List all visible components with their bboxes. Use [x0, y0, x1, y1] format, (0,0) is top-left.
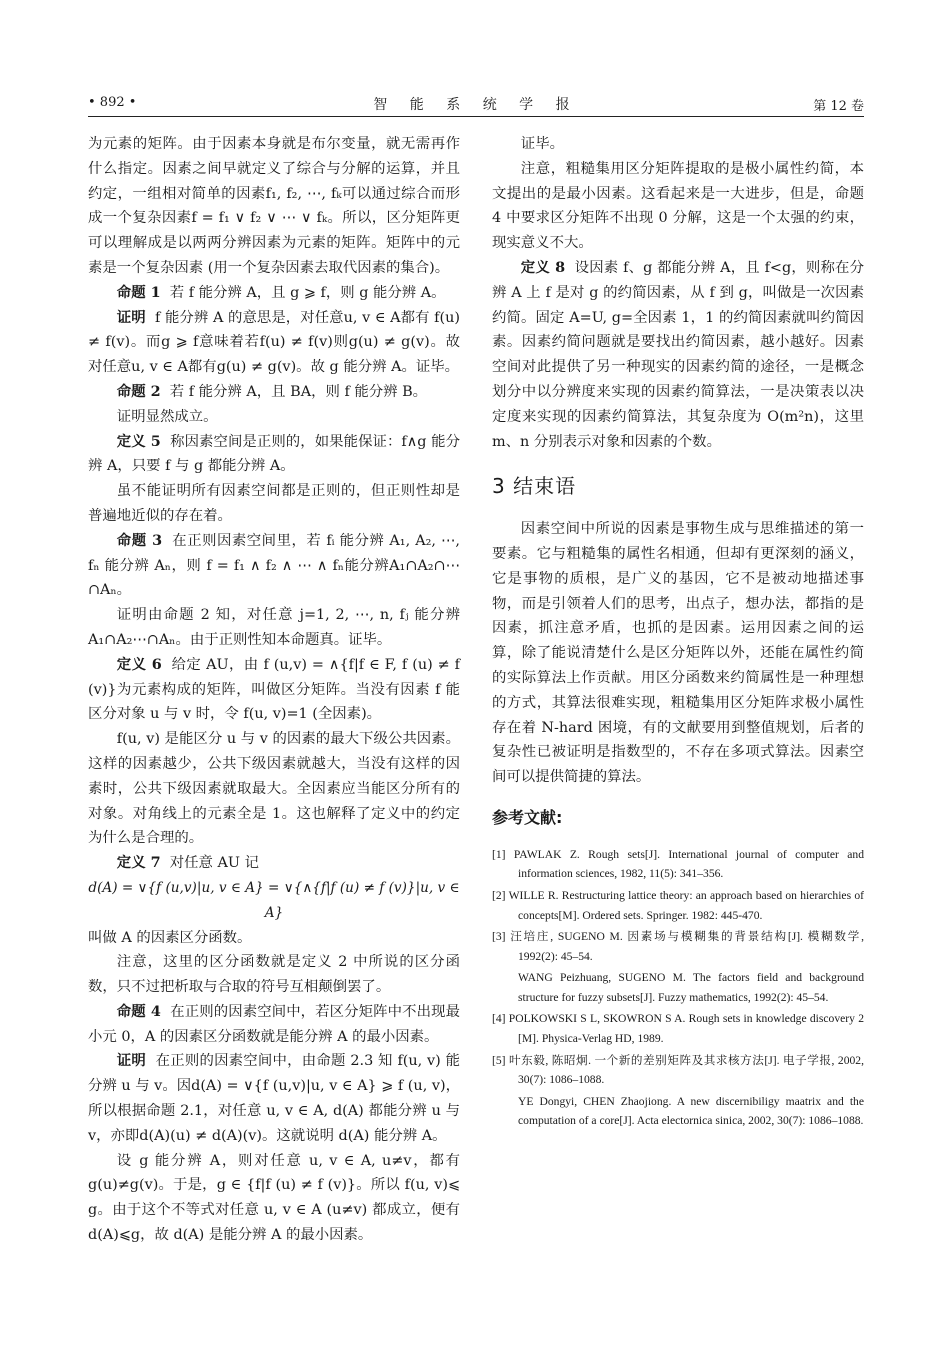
definition-7-tail: 叫做 A 的因素区分函数。 [88, 929, 252, 946]
paragraph-conclusion: 因素空间中所说的因素是事物生成与思维描述的第一要素。它与粗糙集的属性名相通，但却有更深刻的涵义，它是事物的质根，是广义的基因，它不是被动地描述事物，而是引领着人们的思考，出点子，想办法，都指的是因素，抓注意矛盾，也抓的是因素。运用因素之间的运算，除了能说清楚什么是区分矩阵以外，还能在属性约简的实际算法上作贡献。用区分函数来约简属性是一种理想的方式，其算法很难实现，粗糙集用区分矩阵求极小属性存在着 N-hard 困境，有的文献要用到整值规划，后者的复杂性已被证明是指数型的，不存在多项式算法。因素空间可以提供简捷的算法。 [492, 521, 864, 786]
proposition-1-text: 若 f 能分辨 A，且 g ⩾ f，则 g 能分辨 A。 [169, 284, 446, 301]
reference-item: [5] 叶东毅, 陈昭炯. 一个新的差别矩阵及其求核方法[J]. 电子学报, 2002, 30(7): 1086–1088. [492, 1053, 864, 1087]
definition-6-text: 给定 AU，由 f (u,v) = ∧{f|f ∈ F, f (u) ≠ f (v)}为元素构成的矩阵，叫做区分矩阵。当没有因素 f 能区分对象 u 与 v 时，令 f(u, v)=1 (全因素)。 [88, 656, 460, 723]
reference-item: [2] WILLE R. Restructuring lattice theory: an approach based on hierarchies of concepts[M]. Ordered sets. Springer. 1982: 445-470. [492, 888, 864, 922]
definition-5 [88, 430, 460, 480]
proposition-4-text: 在正则的因素空间中，若区分矩阵中不出现最小元 0，A 的因素区分函数就是能分辨 A 的最小因素。 [88, 1003, 460, 1045]
proposition-4 [88, 1000, 460, 1050]
reference-item: [1] PAWLAK Z. Rough sets[J]. International journal of computer and information sciences, 1982, 11(5): 341–356. [492, 847, 864, 881]
proof-1-text: f 能分辨 A 的意思是，对任意u, v ∈ A都有 f(u) ≠ f(v)。而g ⩾ f意味着若f(u) ≠ f(v)则g(u) ≠ g(v)。故对任意u, v ∈ A都有g(u) ≠ g(v)。故 g 能分辨 A。证毕。 [88, 309, 460, 376]
proposition-2 [88, 380, 460, 405]
proposition-3-text: 在正则因素空间里，若 fᵢ 能分辨 A₁, A₂, ⋯, fₙ 能分辨 Aₙ，则 f = f₁ ∧ f₂ ∧ ⋯ ∧ fₙ能分辨A₁∩A₂∩⋯∩Aₙ。 [88, 532, 461, 599]
proposition-2-text: 若 f 能分辨 A，且 BA，则 f 能分辨 B。 [169, 383, 428, 400]
proof-end: 证毕。 [520, 136, 564, 152]
proposition-4-label: 命题 4 [116, 1002, 161, 1020]
proposition-2-label: 命题 2 [116, 382, 161, 400]
definition-5-text: 称因素空间是正则的，如果能保证：f∧g 能分辨 A，只要 f 与 g 都能分辨 A。 [88, 433, 460, 475]
proposition-3-label: 命题 3 [116, 531, 163, 549]
definition-7-label: 定义 7 [116, 854, 161, 872]
definition-6-label: 定义 6 [116, 655, 162, 673]
proof-2: 证明显然成立。 [116, 408, 218, 425]
page-number: • 892 • [88, 95, 137, 110]
definition-6 [88, 653, 460, 727]
proposition-1-label: 命题 1 [116, 283, 161, 301]
paragraph-function-note: 注意，这里的区分函数就是定义 2 中所说的区分函数，只不过把析取与合取的符号互相颠倒罢了。 [88, 954, 460, 996]
proof-1-label: 证明 [116, 308, 146, 326]
paragraph-matrix-note: f(u, v) 是能区分 u 与 v 的因素的最大下级公共因素。这样的因素越少，公共下级因素就越大，当没有这样的因素时，公共下级因素就取最大。全因素应当能区分所有的对象。对角线上的元素全是 1。这也解释了定义中的约定为什么是合理的。 [88, 731, 460, 847]
definition-8 [492, 256, 864, 454]
definition-7-formula: d(A) = ∨{f (u,v)|u, v ∈ A} = ∨{∧{f|f (u) ≠ f (v)}|u, v ∈ A} [88, 879, 460, 921]
proposition-1 [88, 281, 460, 306]
definition-8-label: 定义 8 [520, 258, 566, 276]
paragraph-rough-set-note: 注意，粗糙集用区分矩阵提取的是极小属性约简，本文提出的是最小因素。这看起来是一大进步，但是，命题 4 中要求区分矩阵不出现 0 分解，这是一个太强的约束，现实意义不大。 [492, 160, 864, 252]
paragraph-matrix-intro: 为元素的矩阵。由于因素本身就是布尔变量，就无需再作什么指定。因素之间早就定义了综合与分解的运算，并且约定，一组相对简单的因素f₁, f₂, ⋯, fₖ可以通过综合而形成一个复杂因素f = f₁ ∨ f₂ ∨ ⋯ ∨ fₖ。所以，区分矩阵更可以理解成是以两两分辨因素为元素的矩阵。矩阵中的元素是一个复杂因素 (用一个复杂因素去取代因素的集合)。 [88, 136, 460, 276]
definition-7-text: 对任意 AU 记 [169, 855, 259, 872]
volume-number: 第 12 卷 [813, 99, 864, 114]
proof-3: 证明由命题 2 知，对任意 j=1, 2, ⋯, n, fⱼ 能分辨 A₁∩A₂⋯∩Aₙ。由于正则性知本命题真。证毕。 [88, 607, 460, 648]
paragraph-regularity-note: 虽不能证明所有因素空间都是正则的，但正则性却是普遍地近似的存在着。 [88, 483, 460, 524]
reference-item-translation: YE Dongyi, CHEN Zhaojiong. A new discernibiligy maatrix and the computation of a core[J]. Acta electornica sinica, 2002, 30(7): 1086–1088. [518, 1094, 864, 1128]
left-column [88, 132, 460, 1248]
proof-4-label: 证明 [116, 1052, 147, 1070]
proof-4 [88, 1049, 460, 1148]
reference-item: [3] 汪培庄, SUGENO M. 因素场与模糊集的背景结构[J]. 模糊数学, 1992(2): 45–54. [492, 930, 864, 963]
reference-item: [4] POLKOWSKI S L, SKOWRON S A. Rough sets in knowledge discovery 2 [M]. Physica-Verlag HD, 1989. [492, 1012, 864, 1046]
journal-title: 智 能 系 统 学 报 [373, 97, 579, 113]
definition-5-label: 定义 5 [116, 432, 161, 450]
definition-8-text: 设因素 f、g 都能分辨 A，且 f<g，则称在分辨 A 上 f 是对 g 的约简因素，从 f 到 g，叫做是一次因素约简。固定 A=U, g=全因素 1，1 的约简因素就叫约简因素。因素约简问题就是要找出约简因素，越小越好。因素空间对此提供了另一种现实的因素约简的途径，一是概念划分中以分辨度来实现的因素约简算法，一是决策表以决定度来实现的因素约简算法，其复杂度为 O(m²n)，这里 m、n 分别表示对象和因素的个数。 [492, 259, 864, 450]
paragraph-minimal-factor: 设 g 能分辨 A，则对任意 u, v ∈ A, u≠v，都有 g(u)≠g(v)。于是，g ∈ {f|f (u) ≠ f (v)}。所以 f(u, v)⩽ g。由于这个不等式对任意 u, v ∈ A (u≠v) 都成立，便有 d(A)⩽g，故 d(A) 是能分辨 A 的最小因素。 [88, 1152, 460, 1244]
proof-1 [88, 306, 460, 380]
proof-4-text: 在正则的因素空间中，由命题 2.3 知 f(u, v) 能分辨 u 与 v。因d(A) = ∨{f (u,v)|u, v ∈ A} ⩾ f (u, v)，所以根据命题 2.1，对任意 u, v ∈ A, d(A) 都能分辨 u 与 v，亦即d(A)(u) ≠ d(A)(v)。这就说明 d(A) 能分辨 A。 [88, 1053, 460, 1144]
section-heading-conclusion: 3 结束语 [492, 474, 577, 499]
reference-item-translation: WANG Peizhuang, SUGENO M. The factors field and background structure for fuzzy subsets[J]. Fuzzy mathematics, 1992(2): 45–54. [518, 971, 864, 1004]
right-column [492, 132, 864, 1133]
proposition-3 [88, 529, 460, 603]
definition-7 [88, 851, 460, 876]
running-header [88, 92, 864, 117]
references-heading: 参考文献: [492, 807, 563, 827]
